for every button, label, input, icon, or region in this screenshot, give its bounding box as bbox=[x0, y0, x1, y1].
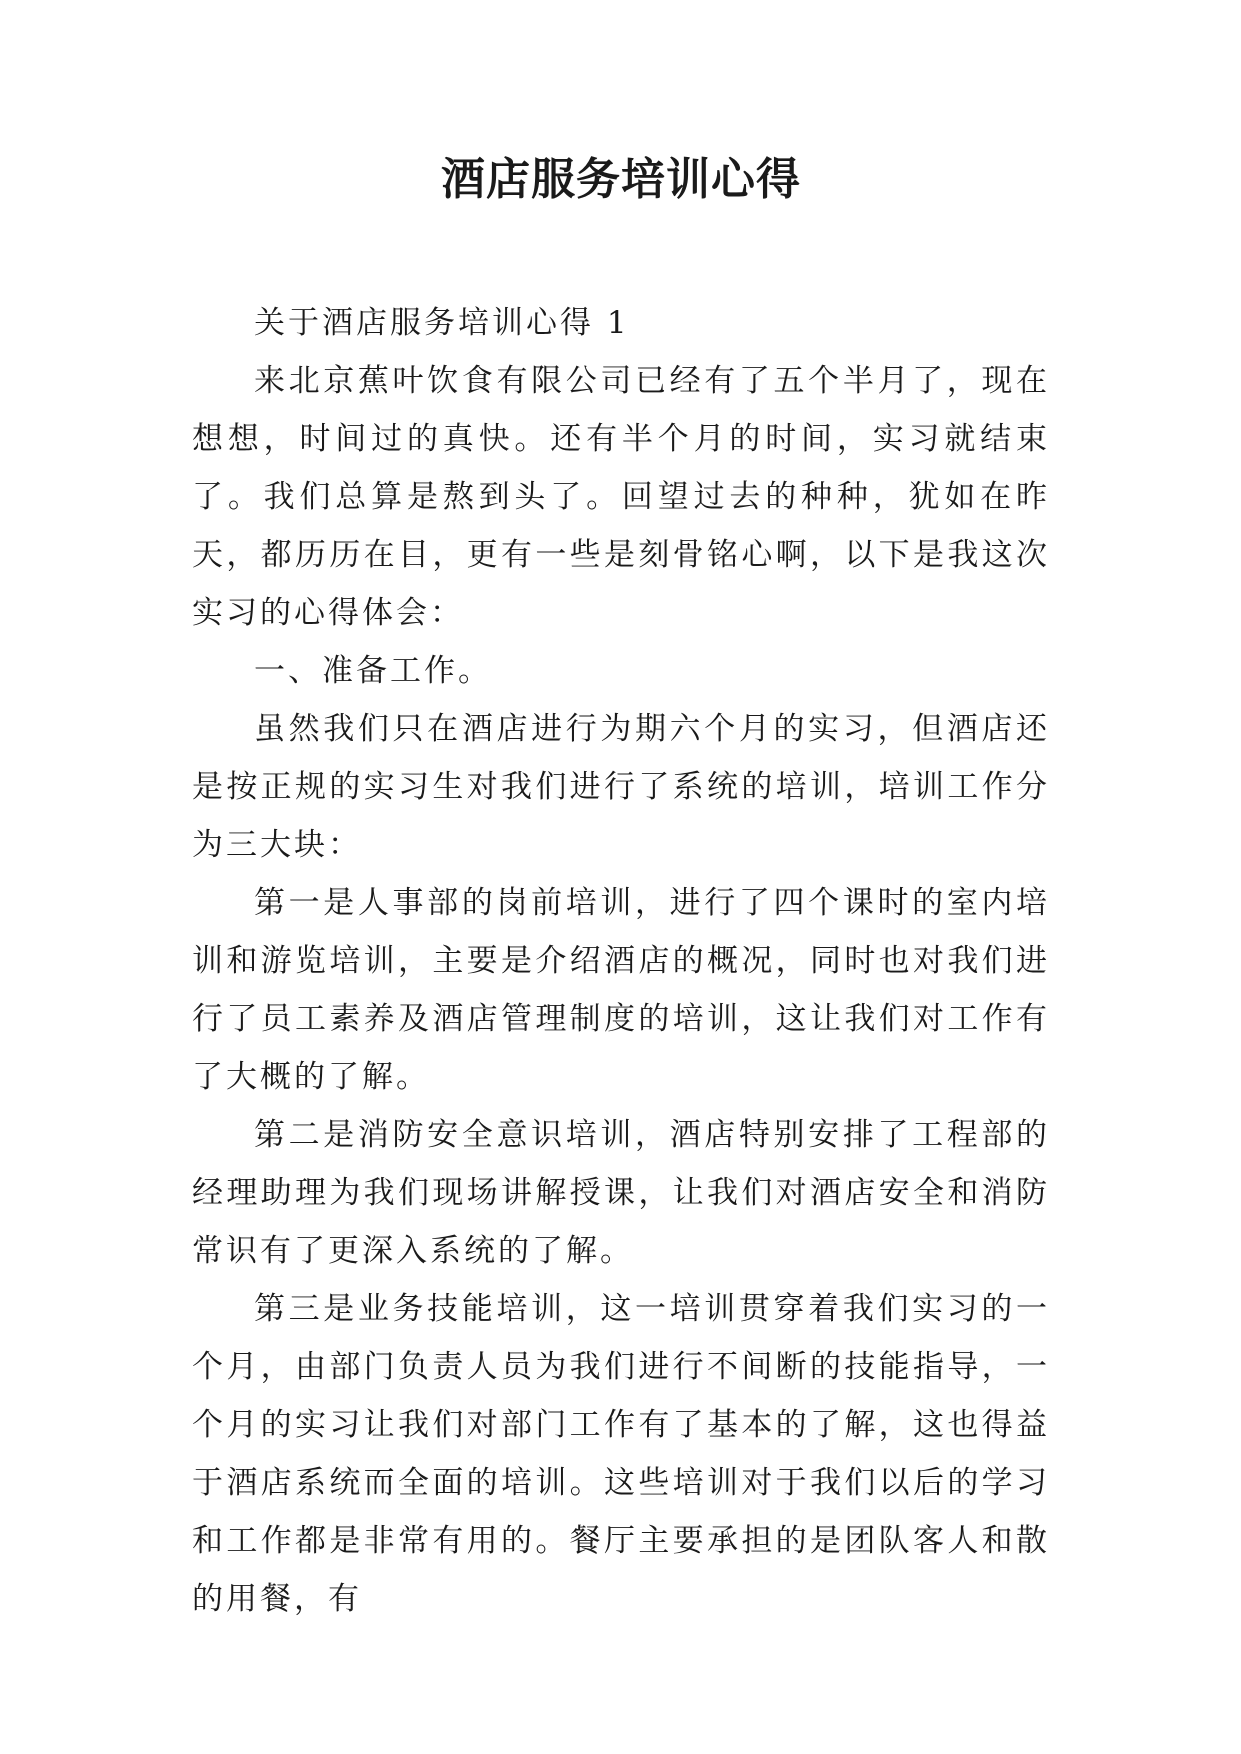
paragraph-heading: 关于酒店服务培训心得 1 bbox=[254, 305, 630, 341]
document-body bbox=[192, 294, 1050, 1628]
paragraph: 虽然我们只在酒店进行为期六个月的实习，但酒店还是按正规的实习生对我们进行了系统的培训，培训工作分为三大块： bbox=[192, 711, 1050, 863]
document-title: 酒店服务培训心得 bbox=[441, 154, 801, 205]
paragraph: 第一是人事部的岗前培训，进行了四个课时的室内培训和游览培训，主要是介绍酒店的概况，同时也对我们进行了员工素养及酒店管理制度的培训，这让我们对工作有了大概的了解。 bbox=[192, 885, 1050, 1095]
paragraph: 来北京蕉叶饮食有限公司已经有了五个半月了，现在想想，时间过的真快。还有半个月的时间，实习就结束了。我们总算是熬到头了。回望过去的种种，犹如在昨天，都历历在目，更有一些是刻骨铭心啊，以下是我这次实习的心得体会： bbox=[192, 363, 1050, 631]
paragraph: 第二是消防安全意识培训，酒店特别安排了工程部的经理助理为我们现场讲解授课，让我们对酒店安全和消防常识有了更深入系统的了解。 bbox=[192, 1117, 1050, 1269]
document-page bbox=[192, 0, 1050, 1628]
paragraph: 第三是业务技能培训，这一培训贯穿着我们实习的一个月，由部门负责人员为我们进行不间断的技能指导，一个月的实习让我们对部门工作有了基本的了解，这也得益于酒店系统而全面的培训。这些培训对于我们以后的学习和工作都是非常有用的。餐厅主要承担的是团队客人和散的用餐，有 bbox=[192, 1291, 1050, 1617]
section-heading: 一、准备工作。 bbox=[254, 653, 492, 689]
